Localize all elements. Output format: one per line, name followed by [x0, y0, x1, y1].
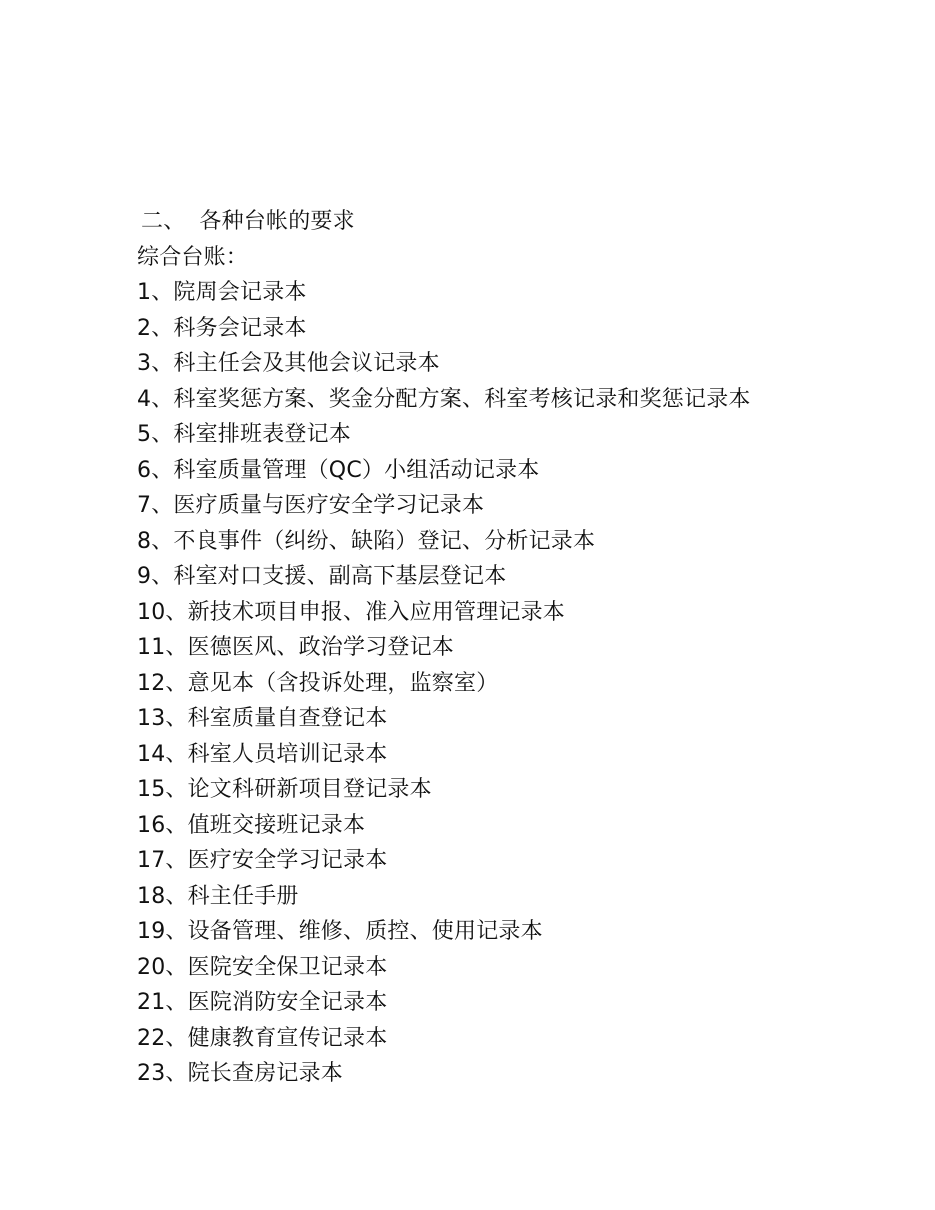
list-item: 12、意见本（含投诉处理，监察室）: [137, 670, 499, 696]
list-item: 10、新技术项目申报、准入应用管理记录本: [137, 599, 565, 625]
list-item: 5、科室排班表登记本: [137, 422, 351, 447]
list-item: 11、医德医风、政治学习登记本: [137, 635, 454, 660]
list-item: 3、科主任会及其他会议记录本: [137, 351, 440, 376]
list-item: 14、科室人员培训记录本: [137, 741, 388, 767]
list-item: 19、设备管理、维修、质控、使用记录本: [137, 919, 543, 944]
list-item: 1、院周会记录本: [137, 280, 307, 305]
list-item: 15、论文科研新项目登记录本: [137, 777, 432, 802]
list-item: 2、科务会记录本: [137, 315, 307, 341]
list-item: 16、值班交接班记录本: [137, 812, 366, 838]
section-heading-text: 各种台帐的要求: [199, 209, 355, 234]
list-item: 9、科室对口支援、副高下基层登记本: [137, 564, 507, 589]
document-content: [137, 204, 897, 1092]
list-item: 22、健康教育宣传记录本: [137, 1025, 388, 1051]
ledger-list: [137, 275, 897, 1092]
section-heading: [137, 204, 897, 240]
section-heading-number: 二、: [141, 209, 186, 234]
list-item: 6、科室质量管理（QC）小组活动记录本: [137, 457, 540, 483]
list-item: 23、院长查房记录本: [137, 1061, 343, 1086]
list-item: 20、医院安全保卫记录本: [137, 954, 388, 980]
list-item: 4、科室奖惩方案、奖金分配方案、科室考核记录和奖惩记录本: [137, 386, 751, 412]
list-item: 17、医疗安全学习记录本: [137, 848, 388, 873]
list-item: 18、科主任手册: [137, 883, 299, 909]
list-item: 13、科室质量自查登记本: [137, 706, 388, 731]
list-item: 8、不良事件（纠纷、缺陷）登记、分析记录本: [137, 528, 596, 554]
list-item: 21、医院消防安全记录本: [137, 990, 388, 1015]
ledger-subheading: 综合台账：: [137, 244, 249, 270]
list-item: 7、医疗质量与医疗安全学习记录本: [137, 493, 485, 518]
